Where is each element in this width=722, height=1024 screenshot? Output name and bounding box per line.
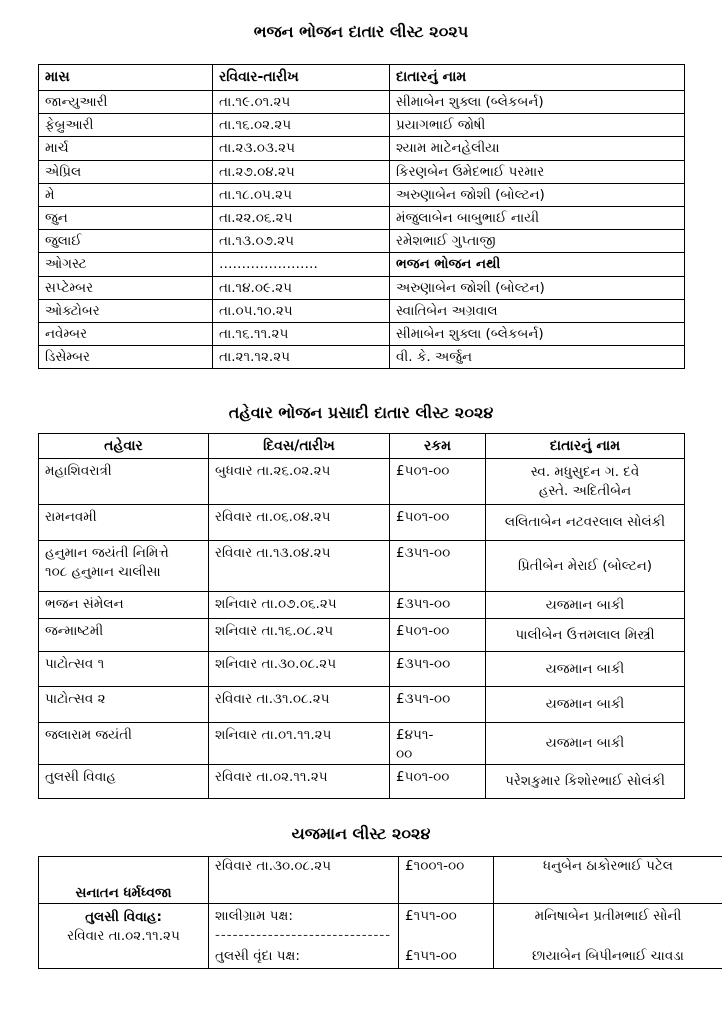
header-month: માસ — [39, 65, 213, 91]
table-row — [39, 765, 685, 799]
date-cell: રવિવાર તા.૩૦.૦૮.૨૫ — [209, 857, 399, 904]
table-row — [39, 160, 685, 183]
amount-cell: £૫૦૧-૦૦ — [390, 619, 486, 652]
header-date: રવિવાર-તારીખ — [213, 65, 390, 91]
festival-cell: તુલસી વિવાહ — [39, 765, 209, 799]
donor-cell: મંજુલાબેન બાબુભાઈ નાયી — [390, 206, 685, 229]
section1-title: ભજન ભોજન દાતાર લીસ્ટ ૨૦૨૫ — [253, 22, 469, 41]
amount-value: £૪૫૧- — [396, 727, 434, 743]
donor-cell: પાલીબેન ઉત્તમલાલ મિસ્ત્રી — [486, 619, 685, 652]
table-row — [39, 230, 685, 253]
vrunda-amount: £૧૫૧-૦૦ — [405, 948, 457, 964]
section3-title: યજમાન લીસ્ટ ૨૦૨૪ — [291, 824, 431, 843]
donor-cell: યજમાન બાકી — [486, 687, 685, 723]
spacer — [494, 926, 722, 947]
header-donor: દાતારનું નામ — [486, 434, 685, 459]
table-row — [39, 91, 685, 114]
donor-cell: સીમાબેન શુક્લા (બ્લેકબર્ન) — [390, 91, 685, 114]
festival-cell: મહાશિવરાત્રી — [39, 459, 209, 505]
date-cell: તા.૧૬.૦૨.૨૫ — [213, 114, 390, 137]
donor-cell: સ્વાતિબેન અગ્રવાલ — [390, 299, 685, 322]
donor-cell: વી. કે. અર્જુન — [390, 346, 685, 369]
month-cell: ઓક્ટોબર — [39, 299, 213, 322]
spacer — [405, 926, 493, 947]
header-donor: દાતારનું નામ — [390, 65, 685, 91]
date-cell: રવિવાર તા.૩૧.૦૮.૨૫ — [209, 687, 390, 723]
table-row — [39, 206, 685, 229]
table-header-row — [39, 65, 685, 91]
donor-name: સ્વ. મધુસુદન ગ. દવે — [530, 463, 640, 480]
date-cell: તા.૧૬.૧૧.૨૫ — [213, 322, 390, 345]
table-row — [39, 253, 685, 276]
donor-cell: અરુણાબેન જોશી (બોલ્ટન) — [390, 183, 685, 206]
table-row — [39, 687, 685, 723]
divider-dashes: ------------------------------ — [215, 927, 392, 943]
month-cell: ફેબ્રુઆરી — [39, 114, 213, 137]
month-cell: જુલાઈ — [39, 230, 213, 253]
month-cell: ઓગસ્ટ — [39, 253, 213, 276]
date-cell: તા.૨૧.૧૨.૨૫ — [213, 346, 390, 369]
table-row — [39, 137, 685, 160]
festival-cell: ભજન સંમેલન — [39, 592, 209, 619]
table-row — [39, 276, 685, 299]
date-cell: તા.૧૮.૦૫.૨૫ — [213, 183, 390, 206]
donor-name-line2: હસ્તે. અદિતીબેન — [538, 482, 632, 499]
month-cell: નવેમ્બર — [39, 322, 213, 345]
shaligram-label: શાલીગ્રામ પક્ષ: — [215, 908, 293, 924]
month-cell: એપ્રિલ — [39, 160, 213, 183]
table-header-row — [39, 434, 685, 459]
date-cell: રવિવાર તા.૦૬.૦૪.૨૫ — [209, 505, 390, 541]
donor-cell: યજમાન બાકી — [486, 723, 685, 765]
table-row — [39, 346, 685, 369]
festival-donor-table — [38, 433, 685, 799]
shaligram-amount: £૧૫૧-૦૦ — [405, 908, 457, 924]
donor-cell: રમેશભાઈ ગુપ્તાજી — [390, 230, 685, 253]
donor-cell: લલિતાબેન નટવરલાલ સોલંકી — [486, 505, 685, 541]
amount-cell: £૫૦૧-૦૦ — [390, 505, 486, 541]
date-cell: તા.૧૪.૦૯.૨૫ — [213, 276, 390, 299]
vrunda-label: તુલસી વૃંદા પક્ષ: — [215, 948, 300, 964]
monthly-donor-table — [38, 64, 685, 369]
amount-cell — [399, 904, 494, 969]
amount-cell: £૫૦૧-૦૦ — [390, 765, 486, 799]
table-row — [39, 592, 685, 619]
sanatan-label: સનાતન ધર્મધ્વજા — [39, 857, 209, 904]
date-cell: તા.૧૯.૦૧.૨૫ — [213, 91, 390, 114]
donor-cell: યજમાન બાકી — [486, 592, 685, 619]
date-cell: તા.૨૨.૦૬.૨૫ — [213, 206, 390, 229]
table-row — [39, 322, 685, 345]
table-row — [39, 723, 685, 765]
date-cell: શનિવાર તા.૩૦.૦૮.૨૫ — [209, 652, 390, 687]
amount-cell: £૩૫૧-૦૦ — [390, 652, 486, 687]
header-amount: રકમ — [390, 434, 486, 459]
month-cell: સપ્ટેમ્બર — [39, 276, 213, 299]
festival-cell — [39, 541, 209, 592]
month-cell: જુન — [39, 206, 213, 229]
header-festival: તહેવાર — [39, 434, 209, 459]
donor-cell: ધનુબેન ઠાકોરભાઈ પટેલ — [494, 857, 722, 904]
festival-cell: પાટોત્સવ ૨ — [39, 687, 209, 723]
date-cell: રવિવાર તા.૧૩.૦૪.૨૫ — [209, 541, 390, 592]
tulsi-date: રવિવાર તા.૦૨.૧૧.૨૫ — [67, 928, 180, 944]
date-cell: તા.૦૫.૧૦.૨૫ — [213, 299, 390, 322]
table-row — [39, 299, 685, 322]
amount-cell — [390, 723, 486, 765]
table-row — [39, 904, 722, 969]
date-cell: શનિવાર તા.૦૧.૧૧.૨૫ — [209, 723, 390, 765]
festival-name: હનુમાન જયંતી નિમિત્તે — [45, 545, 169, 561]
date-cell: …………………. — [213, 253, 390, 276]
festival-cell: પાટોત્સવ ૧ — [39, 652, 209, 687]
table-row — [39, 114, 685, 137]
donor-cell: સીમાબેન શુક્લા (બ્લેકબર્ન) — [390, 322, 685, 345]
table-row — [39, 505, 685, 541]
month-cell: જાન્યુઆરી — [39, 91, 213, 114]
donor-cell: કિરણબેન ઉમેદભાઈ પરમાર — [390, 160, 685, 183]
table-row — [39, 652, 685, 687]
amount-cell: £૧૦૦૧-૦૦ — [399, 857, 494, 904]
donor-cell — [494, 904, 722, 969]
amount-cell: £૩૫૧-૦૦ — [390, 541, 486, 592]
table-row — [39, 459, 685, 505]
month-cell: માર્ચ — [39, 137, 213, 160]
date-cell: રવિવાર તા.૦૨.૧૧.૨૫ — [209, 765, 390, 799]
date-cell: તા.૨૩.૦૩.૨૫ — [213, 137, 390, 160]
donor-cell: પ્રિતીબેન મેરાઈ (બોલ્ટન) — [486, 541, 685, 592]
header-day-date: દિવસ/તારીખ — [209, 434, 390, 459]
amount-value-line2: ૦૦ — [396, 746, 413, 762]
festival-cell: જલારામ જયંતી — [39, 723, 209, 765]
donor-cell: શ્યામ માટેનહેલીયા — [390, 137, 685, 160]
donor-cell — [486, 459, 685, 505]
donor-cell: ભજન ભોજન નથી — [390, 253, 685, 276]
table-row — [39, 183, 685, 206]
section2-title: તહેવાર ભોજન પ્રસાદી દાતાર લીસ્ટ ૨૦૨૪ — [228, 403, 494, 422]
month-cell: મે — [39, 183, 213, 206]
table-row — [39, 541, 685, 592]
festival-cell: રામનવમી — [39, 505, 209, 541]
paksh-cell — [209, 904, 399, 969]
date-cell: શનિવાર તા.૦૭.૦૬.૨૫ — [209, 592, 390, 619]
tulsi-label: તુલસી વિવાહ: — [85, 909, 162, 925]
date-cell: શનિવાર તા.૧૬.૦૮.૨૫ — [209, 619, 390, 652]
table-row — [39, 619, 685, 652]
shaligram-name: મનિષાબેન પ્રતીમભાઈ સોની — [534, 908, 682, 924]
tulsi-cell — [39, 904, 209, 969]
donor-cell: પ્રયાગભાઈ જોષી — [390, 114, 685, 137]
vrunda-name: છાયાબેન બિપીનભાઈ ચાવડા — [532, 948, 684, 964]
month-cell: ડિસેમ્બર — [39, 346, 213, 369]
donor-cell: પરેશકુમાર કિશોરભાઈ સોલંકી — [486, 765, 685, 799]
festival-cell: જન્માષ્ટમી — [39, 619, 209, 652]
donor-cell: અરુણાબેન જોશી (બોલ્ટન) — [390, 276, 685, 299]
amount-cell: £૫૦૧-૦૦ — [390, 459, 486, 505]
amount-cell: £૩૫૧-૦૦ — [390, 687, 486, 723]
table-row — [39, 857, 722, 904]
festival-name-line2: ૧૦૮ હનુમાન ચાલીસા — [45, 564, 161, 580]
date-cell: તા.૨૭.૦૪.૨૫ — [213, 160, 390, 183]
amount-cell: £૩૫૧-૦૦ — [390, 592, 486, 619]
date-cell: બુધવાર તા.૨૬.૦૨.૨૫ — [209, 459, 390, 505]
host-table — [38, 856, 722, 969]
donor-cell: યજમાન બાકી — [486, 652, 685, 687]
date-cell: તા.૧૩.૦૭.૨૫ — [213, 230, 390, 253]
